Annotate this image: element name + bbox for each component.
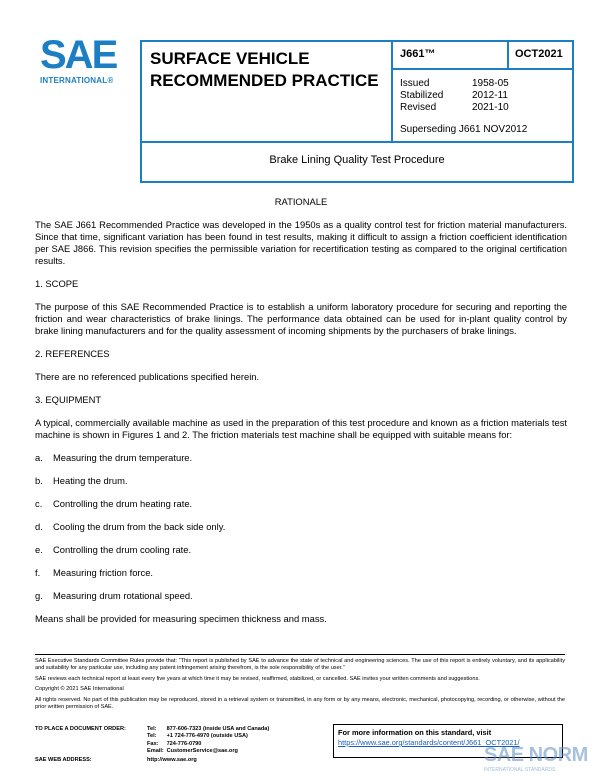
list-text: Controlling the drum cooling rate. (53, 544, 192, 555)
list-text: Controlling the drum heating rate. (53, 498, 193, 509)
footer-paragraph: SAE reviews each technical report at least every five years at which time it may be revised, reaffirmed, stabilized, or cancelled. SAE invites your written comments and suggestions. (35, 675, 480, 682)
footer-paragraph: Copyright © 2021 SAE International (35, 686, 124, 693)
list-item (35, 475, 567, 487)
divider (391, 68, 574, 70)
contact-row (35, 741, 269, 748)
watermark-logo: SAE NORM (484, 744, 588, 766)
date-row (400, 102, 509, 114)
list-item (35, 567, 567, 579)
date-value: 1958-05 (472, 78, 509, 89)
contact-key: Tel: (147, 733, 157, 740)
web-address (35, 757, 197, 763)
list-marker: a. (35, 452, 43, 463)
references-text: There are no referenced publications specified herein. (35, 371, 260, 382)
contact-row (35, 748, 269, 755)
document-type-line: SURFACE VEHICLE (150, 49, 310, 68)
list-marker: e. (35, 544, 43, 555)
contact-value: +1 724-776-4970 (outside USA) (166, 733, 248, 740)
date-history (400, 78, 509, 114)
list-item (35, 544, 567, 556)
list-item (35, 521, 567, 533)
equipment-text: A typical, commercially available machine as used in the preparation of this test procedure and known as a friction materials test machine is shown in Figures 1 and 2. The friction materials test machine shall be equipped with suitable means for: (35, 417, 567, 440)
list-marker: f. (35, 567, 41, 578)
divider (142, 141, 572, 143)
list-item (35, 590, 567, 602)
date-value: 2012-11 (472, 90, 508, 101)
closing-text: Means shall be provided for measuring specimen thickness and mass. (35, 613, 327, 624)
contact-row (35, 733, 269, 740)
contact-value: 877-606-7323 (inside USA and Canada) (166, 726, 270, 732)
list-text: Measuring friction force. (53, 567, 154, 578)
web-label: SAE WEB ADDRESS: (35, 757, 92, 763)
list-marker: g. (35, 590, 43, 601)
superseding-note: Superseding J661 NOV2012 (400, 124, 528, 135)
sae-logo: SAE (40, 33, 117, 77)
scope-heading: 1. SCOPE (35, 278, 79, 289)
list-text: Heating the drum. (53, 475, 128, 486)
divider (391, 42, 393, 141)
divider (507, 42, 509, 68)
more-info-title: For more information on this standard, visit (338, 728, 492, 737)
footer-paragraph: SAE Executive Standards Committee Rules provide that: “This report is published by SAE to advance the state of technical and engineering sciences. The use of this report is entirely voluntary, and its applicability and suitability for any particular use, including any patent infringement arising therefrom, is the sole responsibility of the user.” (35, 658, 565, 672)
list-marker: c. (35, 498, 43, 509)
watermark-subtitle: INTERNATIONAL STANDARDS (484, 767, 556, 773)
scope-text: The purpose of this SAE Recommended Practice is to establish a uniform laboratory procedure for securing and reporting the friction and wear characteristics of brake linings. The performance data obtained can be used for in-plant quality control by brake lining manufacturers and for the quality assessment of incoming shipments by the purchasers of brake linings. (35, 301, 567, 336)
document-number: J661™ (400, 48, 436, 60)
date-label: Issued (400, 78, 430, 89)
list-item (35, 452, 567, 464)
footer-paragraph: All rights reserved. No part of this publication may be reproduced, stored in a retrieval system or transmitted, in any form or by any means, electronic, mechanical, photocopying, recording, or otherwise, without the prior written permission of SAE. (35, 696, 565, 711)
footer-notes (35, 658, 565, 714)
date-value: 2021-10 (472, 102, 509, 113)
footer-divider (35, 654, 565, 655)
order-label: TO PLACE A DOCUMENT ORDER: (35, 726, 126, 732)
list-text: Cooling the drum from the back side only. (53, 521, 226, 532)
contact-value: 724-776-0790 (166, 740, 202, 747)
contact-value: CustomerService@sae.org (166, 748, 238, 755)
date-label: Stabilized (400, 90, 444, 101)
contact-row (35, 726, 269, 733)
list-marker: d. (35, 521, 43, 532)
list-marker: b. (35, 475, 43, 486)
document-body (35, 196, 567, 625)
sae-logo-subtitle: INTERNATIONAL® (40, 76, 114, 85)
contact-key: Fax: (147, 740, 159, 747)
contact-key: Tel: (147, 726, 157, 732)
references-heading: 2. REFERENCES (35, 348, 110, 359)
order-contacts (35, 726, 269, 756)
rationale-text: The SAE J661 Recommended Practice was developed in the 1950s as a quality control test for friction material manufacturers. Since that time, significant variation has been found in test results, making it difficult to assign a friction coefficient identification per SAE J866. This revision specifies the permissible variation for recertification testing as compared to the original certification results. (35, 219, 567, 266)
date-label: Revised (400, 102, 437, 113)
document-title: Brake Lining Quality Test Procedure (269, 154, 445, 166)
document-type-line: RECOMMENDED PRACTICE (150, 71, 379, 90)
web-link[interactable]: http://www.sae.org (147, 757, 197, 763)
standard-url-link[interactable]: https://www.sae.org/standards/content/J661_OCT2021/ (338, 738, 520, 747)
list-item (35, 498, 567, 510)
list-text: Measuring the drum temperature. (53, 452, 193, 463)
document-date: OCT2021 (515, 48, 563, 60)
document-header (140, 40, 574, 183)
date-row (400, 90, 509, 102)
equipment-heading: 3. EQUIPMENT (35, 394, 102, 405)
contact-key: Email: (147, 748, 164, 755)
date-row (400, 78, 509, 90)
rationale-heading: RATIONALE (274, 196, 328, 207)
list-text: Measuring drum rotational speed. (53, 590, 193, 601)
document-type (150, 48, 379, 92)
